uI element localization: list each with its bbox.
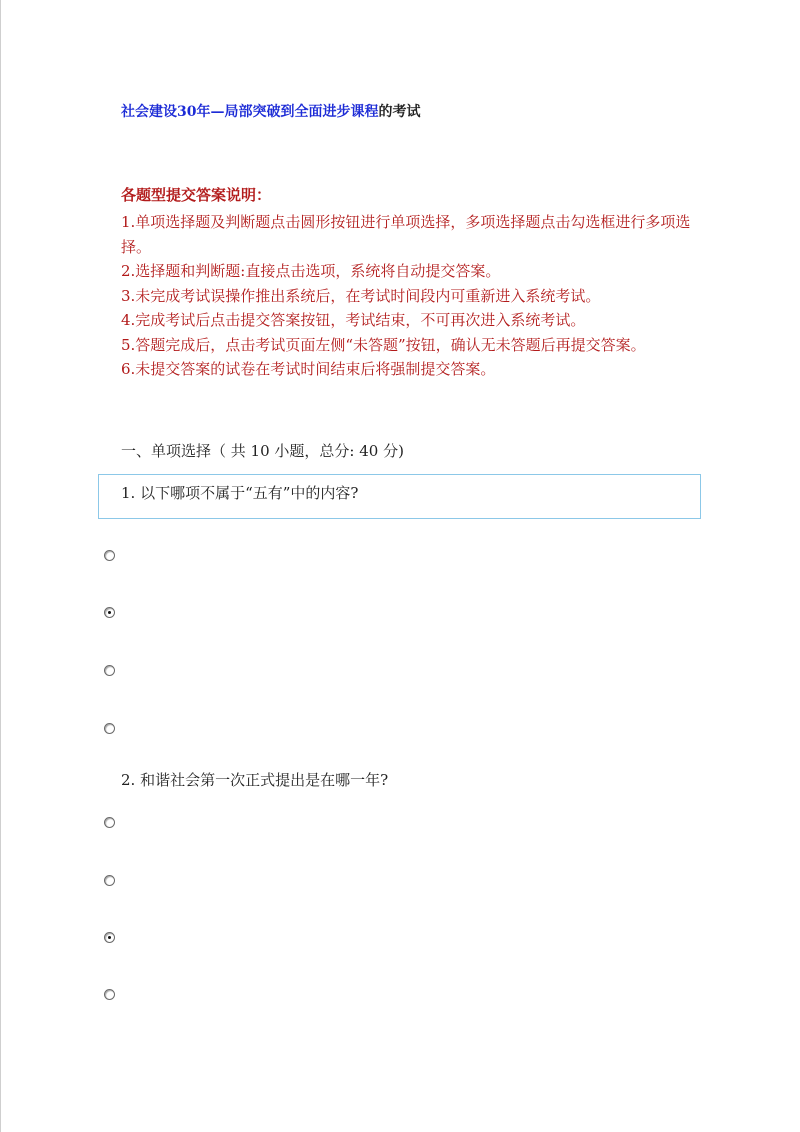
exam-title-suffix: 的考试: [378, 104, 421, 120]
instructions-heading: 各题型提交答案说明：: [121, 186, 272, 204]
question-1-text: 1. 以下哪项不属于“五有”中的内容?: [121, 484, 359, 502]
question-2-text: 2. 和谐社会第一次正式提出是在哪一年?: [121, 771, 389, 789]
page-left-border: [0, 0, 1, 1132]
q2-option-a-radio[interactable]: [104, 817, 115, 828]
radio-selected-dot: [108, 936, 111, 939]
q2-option-c-radio[interactable]: [104, 932, 115, 943]
exam-title: [121, 101, 420, 121]
q2-option-d-radio[interactable]: [104, 989, 115, 1000]
radio-selected-dot: [108, 611, 111, 614]
q2-option-b-radio[interactable]: [104, 875, 115, 886]
course-title-link[interactable]: 社会建设30年—局部突破到全面进步课程: [121, 104, 379, 120]
instruction-line: 2.选择题和判断题:直接点击选项，系统将自动提交答案。: [121, 262, 501, 280]
instruction-line: 3.未完成考试误操作推出系统后，在考试时间段内可重新进入系统考试。: [121, 286, 601, 305]
q1-option-d-radio[interactable]: [104, 723, 115, 734]
instruction-line: 6.未提交答案的试卷在考试时间结束后将强制提交答案。: [121, 360, 496, 378]
q1-option-b-radio[interactable]: [104, 607, 115, 618]
q1-option-c-radio[interactable]: [104, 665, 115, 676]
instruction-line: 1.单项选择题及判断题点击圆形按钮进行单项选择，多项选择题点击勾选框进行多项选择。: [121, 213, 691, 256]
instruction-line: 5.答题完成后，点击考试页面左侧“未答题”按钮，确认无未答题后再提交答案。: [121, 335, 646, 354]
section-title: 一、单项选择（ 共 10 小题，总分: 40 分): [121, 442, 404, 460]
instructions-list: [121, 210, 701, 382]
instruction-line: 4.完成考试后点击提交答案按钮，考试结束，不可再次进入系统考试。: [121, 311, 586, 329]
q1-option-a-radio[interactable]: [104, 550, 115, 561]
